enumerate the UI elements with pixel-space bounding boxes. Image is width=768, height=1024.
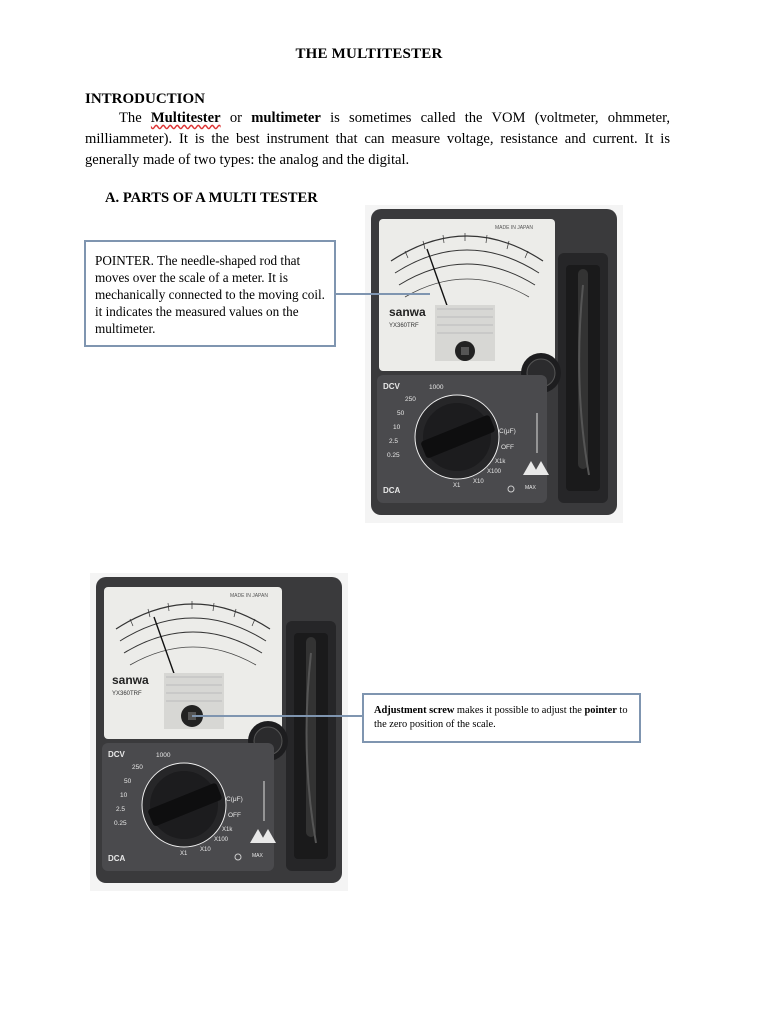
range-10-label: 10 [120, 792, 128, 799]
model-label: YX360TRF [112, 691, 142, 697]
section-a-heading: A. PARTS OF A MULTI TESTER [105, 190, 318, 206]
range-250-label: 250 [132, 764, 143, 771]
x1-label: X1 [180, 851, 188, 857]
off-label: OFF [228, 812, 241, 819]
adjustment-screw-term: Adjustment screw [374, 705, 455, 716]
x10-label: X10 [473, 479, 484, 485]
x1k-label: X1k [222, 827, 233, 833]
term-multitester: Multitester [150, 110, 221, 126]
x1k-label: X1k [495, 459, 506, 465]
range-2-5-label: 2.5 [389, 438, 399, 445]
dcv-label: DCV [383, 382, 400, 391]
capacitance-label: C(μF) [226, 796, 243, 803]
adjustment-screw-callout [362, 693, 641, 743]
range-50-label: 50 [124, 778, 132, 785]
adjustment-leader-line [192, 715, 362, 717]
multitester-photo-1 [365, 205, 623, 523]
made-in-label: MADE IN JAPAN [495, 225, 533, 231]
range-0-25-label: 0.25 [114, 820, 127, 827]
capacitance-label: C(μF) [499, 428, 516, 435]
dca-label: DCA [108, 854, 126, 863]
brand-label: sanwa [389, 305, 426, 319]
x1-label: X1 [453, 483, 461, 489]
range-10-label: 10 [393, 424, 401, 431]
intro-rest-text: is sometimes called the VOM (voltmeter, ohmmeter, milliammeter). It is the best instrument that can measure voltage, resistance and current. It is generally made of two types: the analog and the digital. [85, 110, 671, 168]
adjustment-text-end: to the zero position of the scale. [374, 705, 628, 730]
multitester-image [365, 205, 623, 523]
range-1000-label: 1000 [156, 752, 171, 759]
multitester-photo-2 [90, 573, 348, 891]
made-in-label: MADE IN JAPAN [230, 593, 268, 599]
off-label: OFF [501, 444, 514, 451]
range-50-label: 50 [397, 410, 405, 417]
term-multimeter: multimeter [251, 110, 321, 126]
range-1000-label: 1000 [429, 384, 444, 391]
pointer-term: pointer [584, 705, 617, 716]
intro-pre-text: The [119, 110, 151, 126]
intro-mid-text: or [220, 110, 252, 126]
pointer-callout: POINTER. The needle-shaped rod that moves over the scale of a meter. It is mechanically connected to the moving coil. it indicates the measured values on the multimeter. [84, 240, 336, 347]
page-title: THE MULTITESTER [295, 46, 443, 62]
x100-label: X100 [487, 469, 502, 475]
model-label: YX360TRF [389, 323, 419, 329]
intro-heading: INTRODUCTION [85, 91, 206, 107]
dca-label: DCA [383, 486, 401, 495]
intro-paragraph [85, 108, 670, 171]
dcv-label: DCV [108, 750, 125, 759]
multitester-image [90, 573, 348, 891]
pointer-leader-line [336, 293, 430, 295]
brand-label: sanwa [112, 673, 149, 687]
range-0-25-label: 0.25 [387, 452, 400, 459]
x100-label: X100 [214, 837, 229, 843]
max-label: MAX [252, 853, 263, 859]
x10-label: X10 [200, 847, 211, 853]
range-250-label: 250 [405, 396, 416, 403]
adjustment-text-mid: makes it possible to adjust the [454, 705, 585, 716]
max-label: MAX [525, 485, 536, 491]
range-2-5-label: 2.5 [116, 806, 126, 813]
